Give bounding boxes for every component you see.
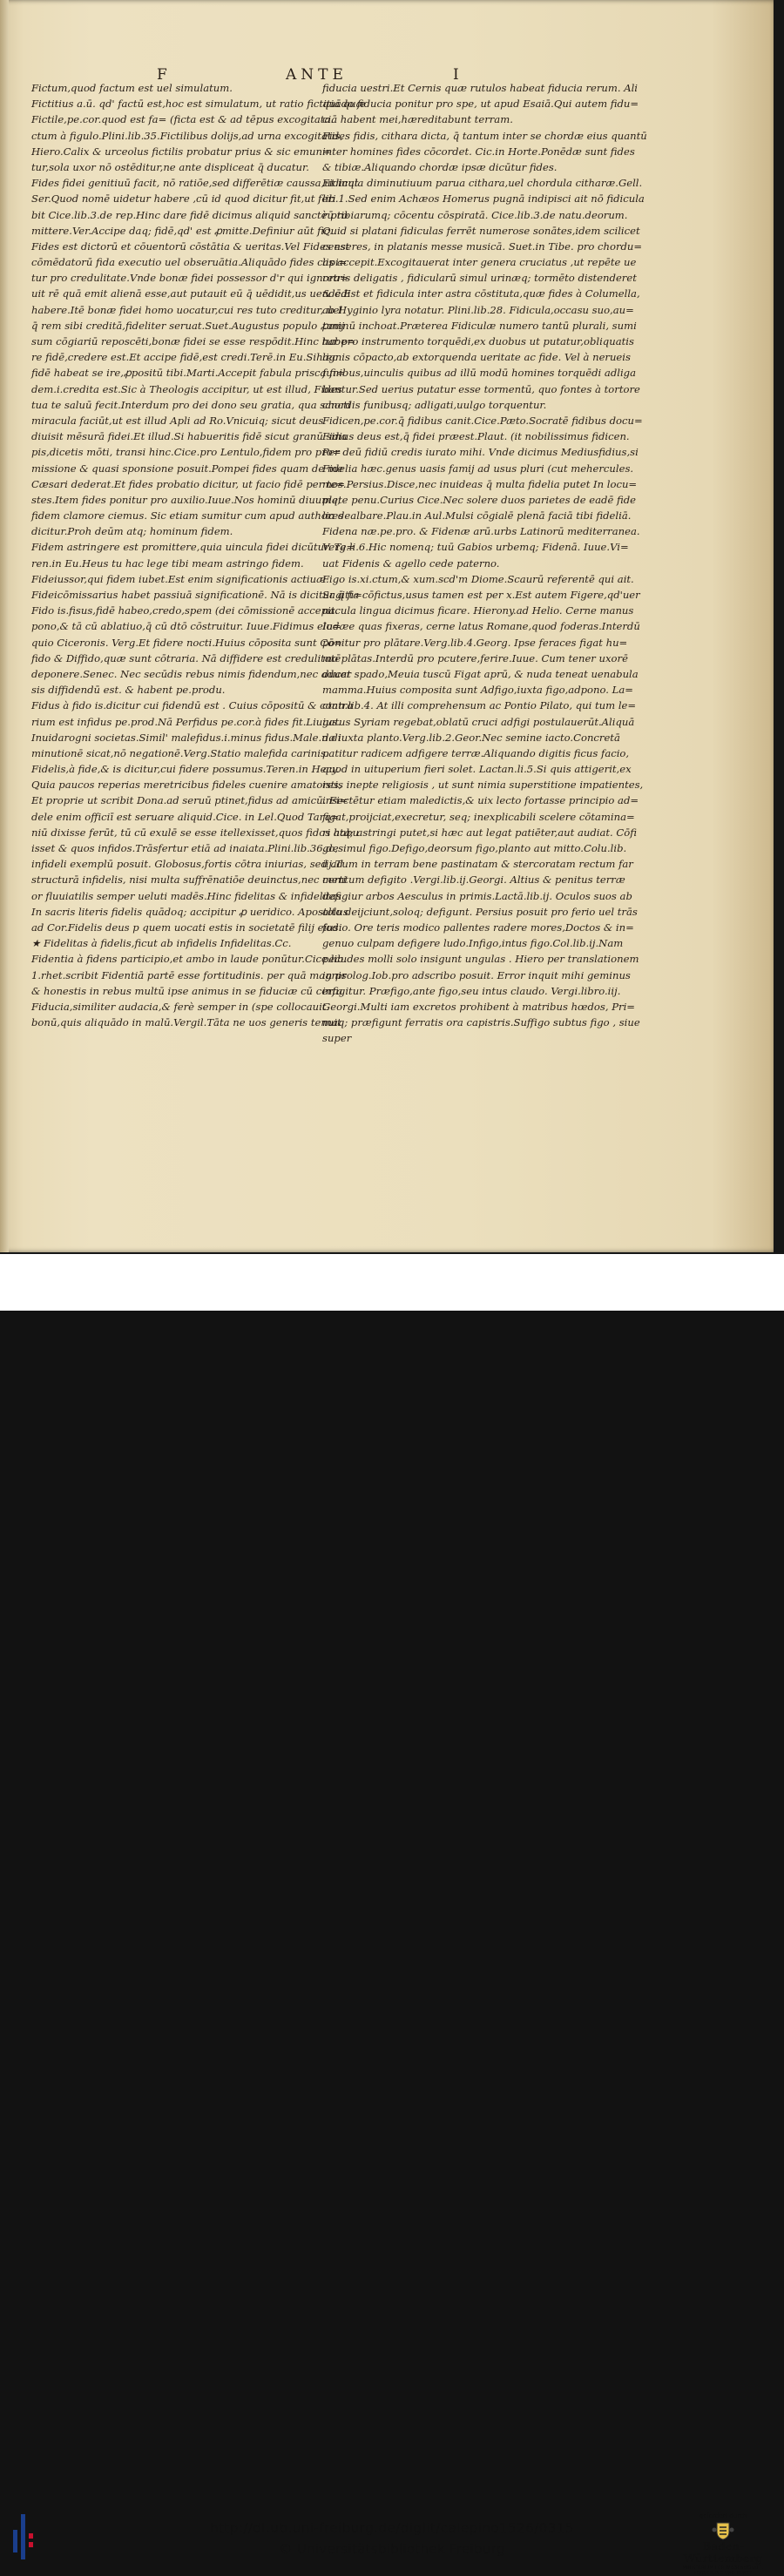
left-text-column — [31, 80, 366, 1030]
text-line: figat,proijciat,execretur, seq; inexplicabili scelere cōtamina= — [322, 810, 635, 823]
text-line: quādo fiducia ponitur pro spe, ut apud Esaiā.Qui autem fidu= — [322, 98, 639, 111]
sponsor-ministry: MINISTERIUM FÜR WISSENSCHAFT, FORSCHUNG UND KUNST — [682, 2566, 764, 2576]
text-line: Hiero.Calix & urceolus fictilis probatur prius & sic emun= — [31, 145, 331, 158]
text-line: Quia paucos reperias meretricibus fideles cuenire amatores, — [31, 779, 342, 792]
text-line: istis inepte religiosis , ut sunt nimia superstitione impatientes, — [322, 779, 644, 792]
text-line: super — [322, 1032, 352, 1045]
text-line: go,simul figo.Defigo,deorsum figo,planto aut mitto.Colu.lib. — [322, 842, 627, 854]
text-line: pecudes molli solo insigunt ungulas . Hiero per translationem — [322, 953, 639, 966]
text-line: uit rē quā emit alienā esse,aut putauit eū q̄ uēdidit,us uendēdi — [31, 287, 351, 300]
text-line: mos.Persius.Disce,nec inuideas q̄ multa fidelia putet In locu= — [322, 477, 638, 490]
text-line: pono,& tā cū ablatiuo,q̄ cū dtō cōstruitur. Iuue.Fidimus elo= — [31, 620, 341, 633]
text-line: dicitur.Proh deūm atq; hominum fidem. — [31, 525, 233, 538]
text-line: mamma.Huius composita sunt Adfigo,iuxta figo,adpono. La= — [322, 684, 633, 697]
text-line: Georgi.Multi iam excretos prohibent à matribus hœdos, Pri= — [322, 1000, 635, 1013]
text-line: pis,dicetis mōti, transi hinc.Cice.pro Lentulo,fidem pro pro= — [31, 446, 341, 459]
text-line: mo plātas.Interdū pro pcutere,ferire.Iuue. Cum tener uxorē — [322, 651, 628, 664]
text-line: lis accepit.Excogitauerat inter genera cruciatus ,ut repēte ue — [322, 256, 637, 269]
text-line: habere.Itē bonæ fidei homo uocatur,cui res tuto creditur, uel — [31, 303, 343, 316]
text-line: ctum à figulo.Plini.lib.35.Fictilibus dolijs,ad urna excogitatis, — [31, 129, 343, 142]
text-line: patitur radicem adfigere terræ.Aliquando digitis ficus facio, — [322, 746, 630, 759]
text-line: Ser.Quod nomē uidetur habere ,cū id quod dicitur fit,ut feri — [31, 192, 336, 206]
text-line: sum cōgiariū reposcēti,bonæ fidei se esse respōdit.Hinc habe= — [31, 335, 355, 347]
sponsor-state: Baden-Württemberg — [683, 2540, 763, 2565]
sponsor-logo — [671, 2511, 775, 2576]
text-line: alto deijciunt,soloq; defigunt. Persius posuit pro ferio uel trās — [322, 905, 638, 918]
text-line: Fictitius a.ū. qd' factū est,hoc est simulatum, ut ratio fictitia quæ — [31, 98, 366, 111]
text-line: gatus Syriam regebat,oblatū cruci adfigi postulauerūt.Aliquā — [322, 715, 635, 728]
text-line: Inuidarogni societas.Simil' malefidus.i.minus fidus.Male.n.di — [31, 731, 341, 744]
text-line: fidē habeat se ire,ꝓpositū tibi.Marti.Accepit fabula prisca fi= — [31, 367, 345, 380]
permalink-url[interactable]: http://dl.ub.uni-freiburg.de/diglit/calepino1526/0315 — [210, 2520, 574, 2536]
text-line: iij.Tum in terram bene pastinatam & stercoratam rectum far — [322, 858, 633, 871]
text-line: Fictum,quod factum est uel simulatum. — [31, 82, 233, 94]
text-line: & tibiæ.Aliquando chordæ ipsæ dicūtur fides. — [322, 160, 558, 173]
text-line: q̄ rem sibi creditā,fideliter seruat.Suet.Augustus populo ꝓmij — [31, 319, 345, 332]
text-line: inter homines fides cōcordet. Cic.in Horte.Ponēdæ sunt fides — [322, 145, 635, 158]
text-line: re fidē,credere est.Et accipe fidē,est credi.Terē.in Eu.Sihæc — [31, 351, 338, 364]
text-line: dem.i.credita est.Sic à Theologis accipitur, ut est illud, Fides — [31, 382, 342, 395]
text-line: Figo is.xi.ctum,& xum.scd'm Diome.Scaurū referentē qui ait. — [322, 572, 634, 585]
footer-bar — [0, 1254, 784, 2576]
scanned-page-area — [0, 0, 784, 1254]
text-line: retris deligatis , fidicularū simul urinæq; tormēto distenderet — [322, 272, 637, 285]
text-line: plete penu.Curius Cice.Nec solere duos parietes de eadē fide — [322, 493, 637, 506]
text-line: or fluuiatilis semper ueluti madēs.Hinc fidelitas & infidelitas — [31, 889, 341, 902]
text-line: insectētur etiam maledictis,& uix lecto fortasse principio ad= — [322, 794, 639, 807]
text-line: funibus,uinculis quibus ad illū modū homines torquēdi adliga — [322, 367, 637, 380]
text-line: Fidus à fido is.dicitur cui fidendū est . Cuius cōpositū & contra — [31, 699, 354, 712]
text-line: Cæsari dederat.Et fides probatio dicitur, ut facio fidē per te= — [31, 477, 346, 490]
text-line: & honestis in rebus multū ipse animus in se fiduciæ cū certa — [31, 984, 343, 997]
text-line: infideli exemplū posuit. Globosus,fortis cōtra iniurias, sed ad — [31, 858, 343, 871]
text-line: Fidicen,pe.cor.q̄ fidibus canit.Cice.Pæto.Socratē fidibus docu= — [322, 414, 643, 427]
coat-of-arms-icon — [712, 2521, 734, 2540]
text-line: chordis funibusq; adligati,uulgo torquentur. — [322, 398, 547, 411]
text-line: Fiducia,similiter audacia,& ferè semper in (spe collocauit. — [31, 1000, 330, 1013]
text-line: Fidelia hæc.genus uasis famij ad usus pluri (cut mehercules. — [322, 462, 634, 475]
text-line: Fides fidis, cithara dicta, q̄ tantum inter se chordæ eius quantū — [322, 129, 647, 142]
header-title: ANTE — [286, 66, 348, 84]
text-line: genuo culpam defigere ludo.Infigo,intus figo.Col.lib.ij.Nam — [322, 937, 624, 950]
text-line: Fides est dictorū et cōuentorū cōstātia & ueritas.Vel Fides est — [31, 239, 350, 253]
text-line: rū tibiarumq; cōcentu cōspiratā. Cice.lib.3.de natu.deorum. — [322, 208, 628, 221]
text-line: In sacris literis fidelis quādoq; accipitur ꝓ ueridico. Apostolus — [31, 905, 348, 918]
text-line: Fideiussor,qui fidem iubet.Est enim significationis actiuæ. — [31, 572, 329, 585]
text-line: do iuxta planto.Verg.lib.2.Geor.Nec semine iacto.Concretā — [322, 731, 620, 744]
text-line: Fidem astringere est promittere,quia uincula fidei dicūtur. Te= — [31, 541, 355, 554]
text-line: Sagitta cōfictus,usus tamen est per x.Est autem Figere,qd'uer — [322, 589, 640, 601]
text-line: bantur.Sed uerius putatur esse tormentū, quo fontes à tortore — [322, 382, 640, 395]
text-line: nacula lingua dicimus ficare. Hierony.ad Helio. Cerne manus — [322, 604, 634, 617]
text-line: ab Hyginio lyra notatur. Plini.lib.28. Fidicula,occasu suo,au= — [322, 303, 634, 316]
text-line: ctan.lib.4. At illi comprehensum ac Pontio Pilato, qui tum le= — [322, 699, 637, 712]
text-line: Fidelis,à fide,& is dicitur,cui fidere possumus.Teren.in Hecy. — [31, 763, 340, 776]
text-line: Fideicōmissarius habet passiuā significationē. Nā is dicitur q̄ fi= — [31, 589, 362, 601]
text-line: minutionē sicat,nō negationē.Verg.Statio malefida carinis. — [31, 746, 329, 759]
header-left-letter: F — [157, 66, 172, 84]
text-line: ren.in Eu.Heus tu hac lege tibi meam astringo fidem. — [31, 556, 304, 570]
text-line: isset & quos infidos.Trāsfertur etiā ad inaiata.Plini.lib.36.de — [31, 842, 339, 854]
text-line: tumnū inchoat.Præterea Fidiculæ numero tantū plurali, sumi — [322, 319, 637, 332]
text-line: Verg.li.6.Hic nomenq; tuū Gabios urbemq; Fidenā. Iuue.Vi= — [322, 541, 629, 554]
text-line: ad Cor.Fidelis deus p quem uocati estis in societatē filij eius. — [31, 920, 342, 934]
text-line: quod in uituperium fieri solet. Lactan.li.5.Si quis attigerit,ex — [322, 763, 632, 776]
text-line: fiducia uestri.Et Cernis quæ rutulos habeat fiducia rerum. Ali — [322, 82, 639, 94]
text-line: tua te saluū fecit.Interdum pro dei dono seu gratia, qua sancti — [31, 398, 351, 411]
copyright-notice: © Universitätsbibliothek Freiburg — [279, 2541, 505, 2557]
text-line: infigitur. Præfigo,ante figo,seu intus claudo. Vergi.libro.iij. — [322, 984, 621, 997]
text-line: in prolog.Iob.pro adscribo posuit. Error inquit mihi geminus — [322, 968, 631, 981]
text-line: sis diffidendū est. & habent pe.produ. — [31, 684, 226, 697]
text-line: Fides fidei genitiuū facit, nō ratiōe,sed differētiæ caussa,ut inqt — [31, 177, 359, 190]
text-line: dele enim officiī est seruare aliquid.Cice. in Lel.Quod Tarq= — [31, 810, 340, 823]
text-line: rium est infidus pe.prod.Nā Perfidus pe.cor.à fides fit.Liuius. — [31, 715, 341, 728]
sponsor-label: gefördert durch — [699, 2512, 747, 2519]
text-line: mittere.Ver.Accipe daq; fidē,qd' est ꝓmitte.Definiur aūt fic. — [31, 224, 333, 237]
text-line: censeres, in platanis messe musicā. Suet.in Tibe. pro chordu= — [322, 239, 643, 253]
text-line: Quid si platani fidiculas ferrēt numerose sonātes,idem scilicet — [322, 224, 640, 237]
text-line: cōmēdatorū fida executio uel obseruātia.Aliquādo fides capi= — [31, 256, 348, 269]
text-line: Fidicula diminutiuum parua cithara,uel chordula citharæ.Gell. — [322, 177, 643, 190]
text-line: mentum defigito .Vergi.lib.ij.Georgi. Altius & penitus terræ — [322, 873, 625, 887]
text-line: ponitur pro plātare.Verg.lib.4.Georg. Ipse feraces figat hu= — [322, 636, 628, 649]
text-line: Fidentia à fidens participio,et ambo in laude ponūtur.Cice.lib. — [31, 953, 348, 966]
text-line: tur pro credulitate.Vnde bonæ fidei possessor d'r qui ignora= — [31, 272, 348, 285]
text-line: ★ Fidelitas à fidelis,ficut ab infidelis Infidelitas.Cc. — [31, 937, 292, 950]
text-line: lib.1.Sed enim Achæos Homerus pugnā indipisci ait nō fidicula — [322, 192, 645, 206]
text-line: defigiur arbos Aesculus in primis.Lactā.lib.ij. Oculos suos ab — [322, 889, 632, 902]
text-line: & c.Est et fidicula inter astra cōstituta,quæ fides à Columella, — [322, 287, 640, 300]
text-line: niū dixisse ferūt, tū cū exulē se esse itellexisset,quos fidos habu — [31, 826, 360, 839]
text-line: quio Ciceronis. Verg.Et fidere nocti.Huius cōposita sunt Cō= — [31, 636, 342, 649]
text-line: missione & quasi sponsione posuit.Pompei fides quam de me — [31, 462, 343, 475]
text-line: Fidius deus est,q̄ fidei præest.Plaut. (it nobilissimus fidicen. — [322, 430, 630, 443]
text-line: bonū,quis aliquādo in malū.Vergil.Tāta ne uos generis tenuit — [31, 1016, 341, 1029]
book-page — [0, 0, 774, 1252]
text-line: deponere.Senec. Nec secūdis rebus nimis fidendum,nec aduer — [31, 667, 352, 680]
header-right-letter: I — [453, 66, 463, 84]
text-line: ri atq; astringi putet,si hæc aut legat patiēter,aut audiat. Cōfi — [322, 826, 637, 839]
text-line: structurā infidelis, nisi multa suffrēnatiōe deuinctus,nec certi — [31, 873, 347, 887]
text-line: Et proprie ut scribit Dona.ad seruū ptinet,fidus ad amicū. Fi= — [31, 794, 348, 807]
text-line: ducat spado,Meuia tuscū Figat aprū, & nuda teneat uenabula — [322, 667, 639, 680]
text-line: Fictile,pe.cor.quod est fa= (ficta est & ad tēpus excogitata. — [31, 113, 335, 126]
text-line: tur,sola uxor nō ostēditur,ne ante displiceat q̄ ducatur. — [31, 160, 309, 173]
text-line: Iudæe quas fixeras, cerne latus Romane,quod foderas.Interdū — [322, 620, 640, 633]
text-line: fodio. Ore teris modico pallentes radere mores,Doctos & in= — [322, 920, 634, 934]
page-binding-edge — [0, 0, 9, 1252]
text-line: stes.Item fides ponitur pro auxilio.Iuue.Nos hominū diuumq; — [31, 493, 341, 506]
text-line: Fidena næ.pe.pro. & Fidenæ arū.urbs Latinorū mediterranea. — [322, 525, 640, 538]
text-line: fidem clamore ciemus. Sic etiam sumitur cum apud authores — [31, 509, 344, 523]
right-text-column — [322, 80, 647, 1046]
text-line: Per deū fidiū credis iurato mihi. Vnde dicimus Mediusfidius,si — [322, 446, 639, 459]
text-line: maq; præfigunt ferratis ora capistris.Suffigo subtus figo , siue — [322, 1016, 640, 1029]
text-line: Fido is.fisus,fidē habeo,credo,spem (dei cōmissionē accepit. — [31, 604, 339, 617]
text-line: 1.rhet.scribit Fidentiā partē esse fortitudinis. per quā magnis — [31, 968, 347, 981]
text-line: ciā habent mei,hæreditabunt terram. — [322, 113, 513, 126]
text-line: fido & Diffido,quæ sunt cōtraria. Nā diffidere est credulitatē — [31, 651, 341, 664]
text-line: lia dealbare.Plau.in Aul.Mulsi cōgialē plenā faciā tibi fideliā. — [322, 509, 632, 523]
text-line: bit Cice.lib.3.de rep.Hinc dare fidē dicimus aliquid sanctè pro — [31, 208, 348, 221]
text-line: lignis cōpacto,ab extorquenda ueritate ac fide. Vel à nerueis — [322, 351, 631, 364]
text-line: miracula faciūt,ut est illud Apli ad Ro.Vnicuiq; sicut deus — [31, 414, 324, 427]
text-line: diuisit mēsurā fidei.Et illud.Si habueritis fidē sicut granū sina — [31, 430, 348, 443]
text-line: tur pro instrumento torquēdi,ex duobus ut putatur,obliquatis — [322, 335, 634, 347]
text-line: uat Fidenis & agello cede paterno. — [322, 556, 500, 570]
